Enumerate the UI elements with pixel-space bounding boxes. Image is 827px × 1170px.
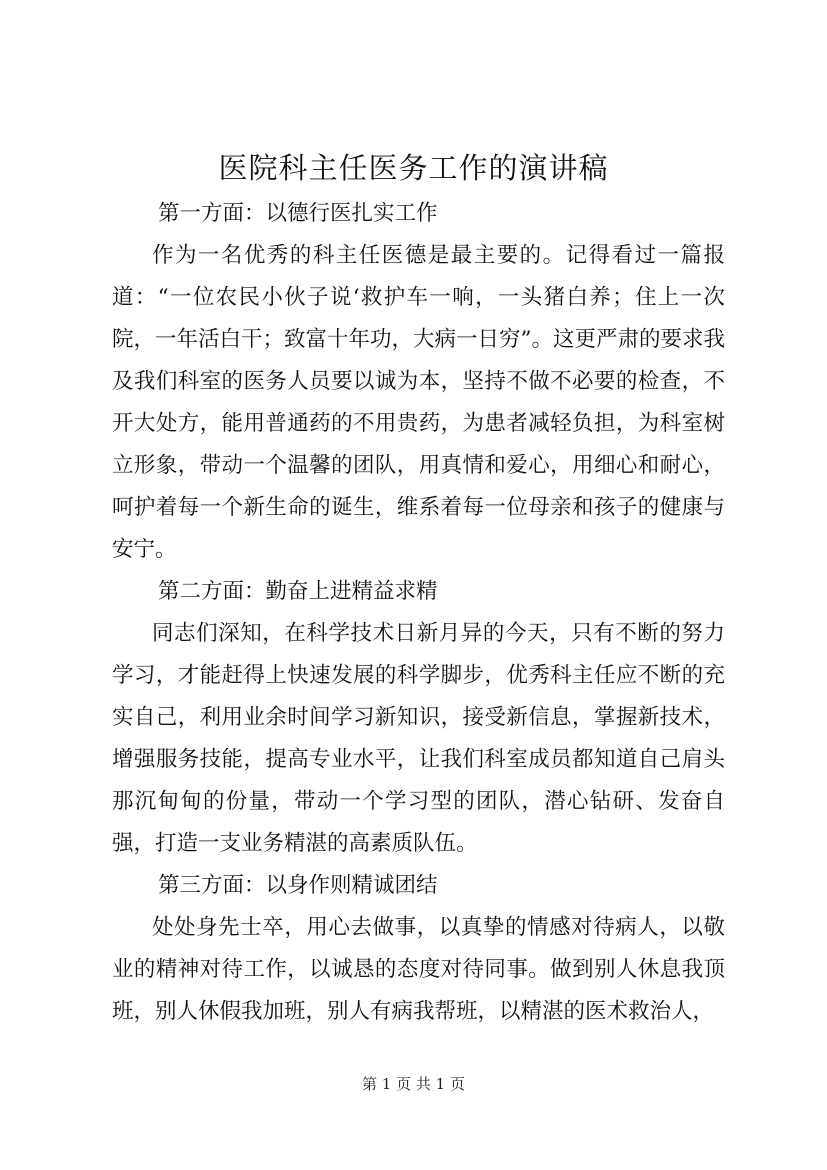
section-paragraph-3: 处处身先士卒，用心去做事，以真挚的情感对待病人，以敬业的精神对待工作，以诚恳的态度对待同事。做到别人休息我顶班，别人休假我加班，别人有病我帮班，以精湛的医术救治人， [112,915,725,1024]
document-title: 医院科主任医务工作的演讲稿 [218,151,609,185]
page-footer: 第 1 页 共 1 页 [362,1075,465,1093]
section-heading-2: 第二方面：勤奋上进精益求精 [158,579,438,604]
section-heading-1: 第一方面：以德行医扎实工作 [158,201,438,226]
section-paragraph-1: 作为一名优秀的科主任医德是最主要的。记得看过一篇报道：“一位农民小伙子说‘救护车一响，一头猪白养；住上一次院，一年活白干；致富十年功，大病一日穷”。这更严肃的要求我及我们科室的医务人员要以诚为本，坚持不做不必要的检查，不开大处方，能用普通药的不用贵药，为患者减轻负担，为科室树立形象，带动一个温馨的团队，用真情和爱心，用细心和耐心，呵护着每一个新生命的诞生，维系着每一位母亲和孩子的健康与安宁。 [112,243,725,562]
document-body [112,193,725,1033]
section-paragraph-2: 同志们深知，在科学技术日新月异的今天，只有不断的努力学习，才能赶得上快速发展的科学脚步，优秀科主任应不断的充实自己，利用业余时间学习新知识，接受新信息，掌握新技术，增强服务技能，提高专业水平，让我们科室成员都知道自己肩头那沉甸甸的份量，带动一个学习型的团队，潜心钻研、发奋自强，打造一支业务精湛的高素质队伍。 [112,621,725,856]
section-heading-3: 第三方面：以身作则精诚团结 [158,873,438,898]
